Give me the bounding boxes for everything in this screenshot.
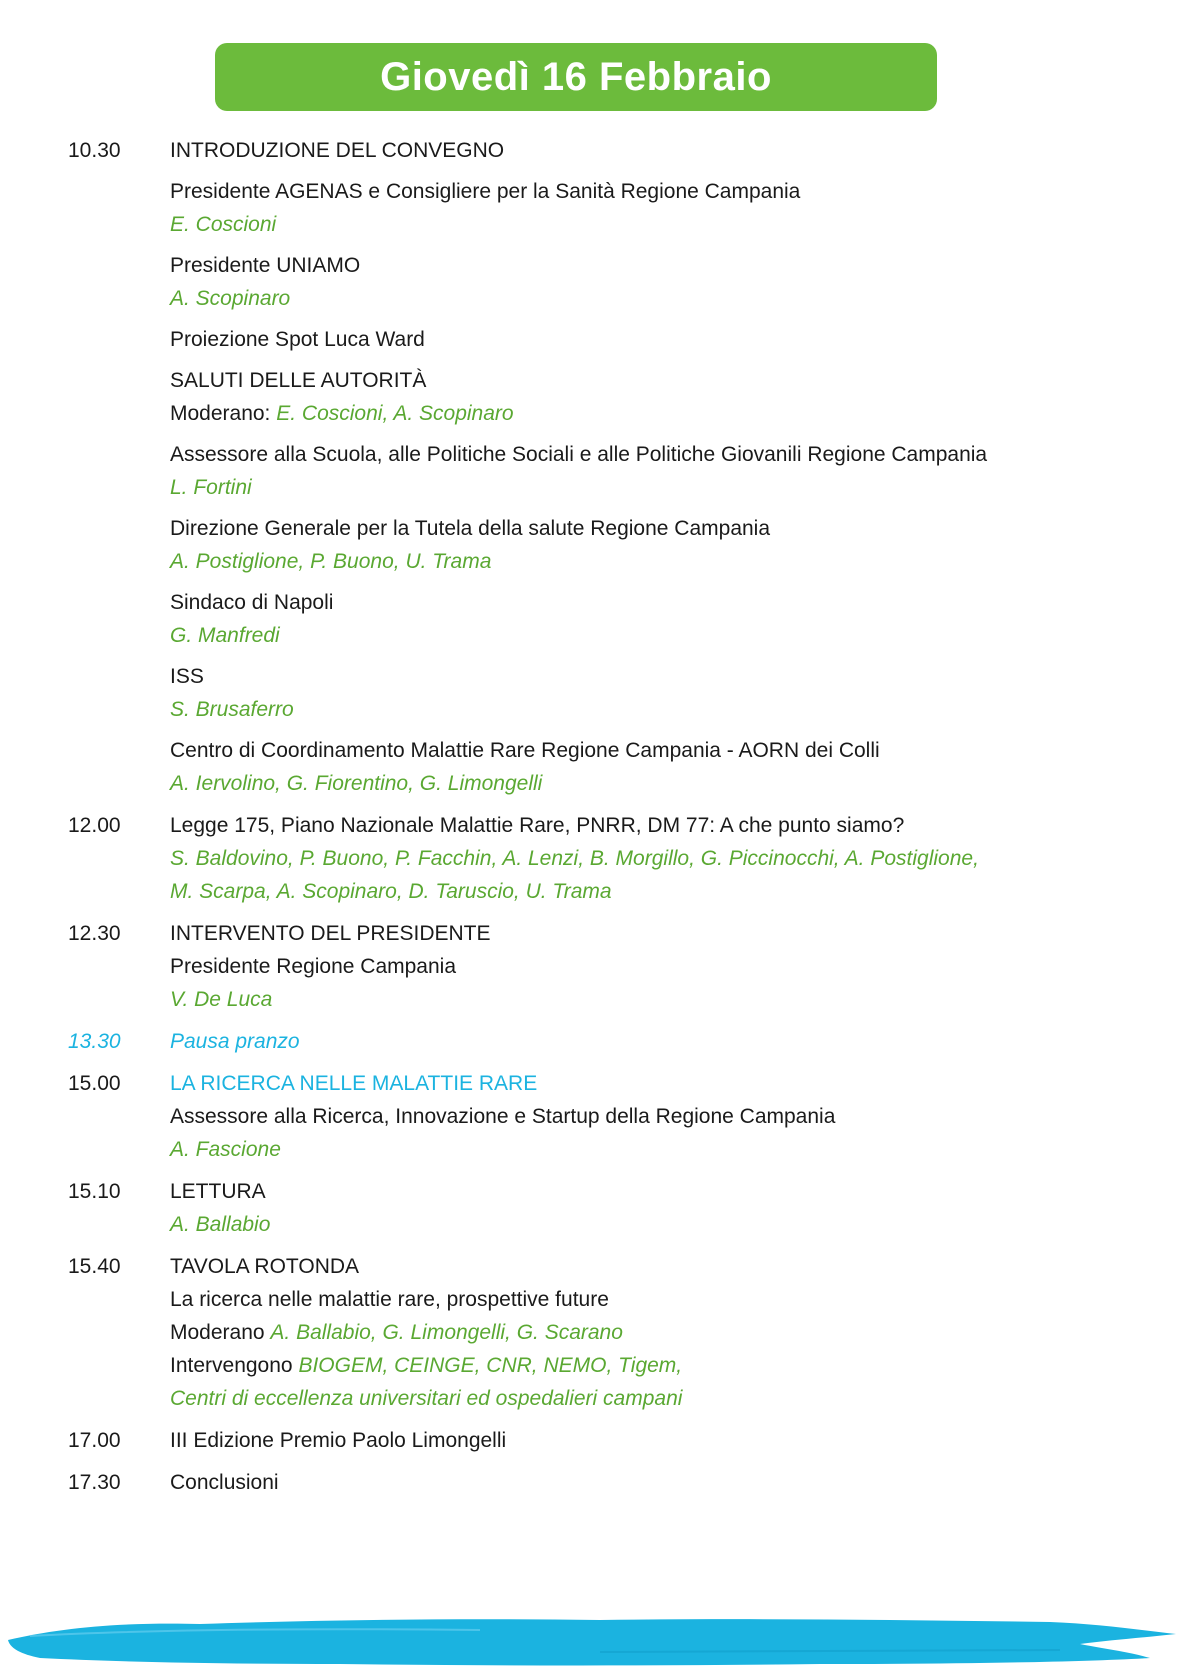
speaker-names: G. Manfredi (170, 624, 280, 647)
entry-content (170, 1067, 1128, 1166)
date-header-banner (215, 43, 937, 111)
moderator-names: E. Coscioni, A. Scopinaro (276, 402, 514, 425)
speaker-names: S. Brusaferro (170, 698, 294, 721)
speaker-names: L. Fortini (170, 476, 252, 499)
session-subtitle: La ricerca nelle malattie rare, prospettive future (170, 1288, 609, 1311)
session-title: INTERVENTO DEL PRESIDENTE (170, 922, 491, 945)
speaker-role: Assessore alla Scuola, alle Politiche Sociali e alle Politiche Giovanili Regione Campania (170, 443, 988, 466)
break-label: Pausa pranzo (170, 1030, 300, 1053)
speaker-role: Presidente Regione Campania (170, 955, 457, 978)
entry-content (170, 809, 1128, 908)
page-title: Giovedì 16 Febbraio (380, 54, 772, 99)
entry-content (170, 134, 1128, 800)
entry-time: 15.40 (68, 1255, 121, 1278)
speaker-role: Centro di Coordinamento Malattie Rare Regione Campania - AORN dei Colli (170, 739, 880, 762)
speaker-role: Presidente AGENAS e Consigliere per la Sanità Regione Campania (170, 180, 801, 203)
session-item: Proiezione Spot Luca Ward (170, 328, 425, 351)
entry-time: 17.30 (68, 1471, 121, 1494)
session-title: INTRODUZIONE DEL CONVEGNO (170, 139, 505, 162)
participants-label: Intervengono (170, 1354, 299, 1377)
speaker-names: A. Iervolino, G. Fiorentino, G. Limongelli (170, 772, 543, 795)
entry-content (170, 1424, 1128, 1457)
entry-content (170, 917, 1128, 1016)
entry-time: 12.30 (68, 922, 121, 945)
schedule-entry (68, 917, 1128, 1016)
speaker-names: A. Scopinaro (170, 287, 291, 310)
session-title: LETTURA (170, 1180, 266, 1203)
entry-content (170, 1025, 1128, 1058)
entry-time: 10.30 (68, 139, 121, 162)
moderators-label: Moderano (170, 1321, 271, 1344)
decorative-brush-stroke (0, 1600, 1182, 1670)
speaker-role: Presidente UNIAMO (170, 254, 361, 277)
entry-content (170, 1175, 1128, 1241)
participants-line (170, 1349, 1128, 1382)
moderator-names: A. Ballabio, G. Limongelli, G. Scarano (270, 1321, 623, 1344)
participant-names: Centri di eccellenza universitari ed ospedalieri campani (170, 1387, 683, 1410)
moderators-line (170, 1316, 1128, 1349)
participant-names: BIOGEM, CEINGE, CNR, NEMO, Tigem, (298, 1354, 683, 1377)
session-title: Legge 175, Piano Nazionale Malattie Rare, PNRR, DM 77: A che punto siamo? (170, 814, 905, 837)
entry-time: 15.10 (68, 1180, 121, 1203)
schedule-entry (68, 809, 1128, 908)
speaker-names: A. Fascione (170, 1138, 281, 1161)
schedule-entry (68, 134, 1128, 800)
moderators-line (170, 397, 1128, 430)
speaker-names: A. Postiglione, P. Buono, U. Trama (170, 550, 492, 573)
schedule-entry (68, 1175, 1128, 1241)
entry-time: 17.00 (68, 1429, 121, 1452)
program-schedule (68, 134, 1128, 1508)
entry-content (170, 1466, 1128, 1499)
speaker-names: A. Ballabio (170, 1213, 271, 1236)
session-title: III Edizione Premio Paolo Limongelli (170, 1429, 507, 1452)
session-title: Conclusioni (170, 1471, 279, 1494)
schedule-entry (68, 1424, 1128, 1457)
section-heading: LA RICERCA NELLE MALATTIE RARE (170, 1072, 538, 1095)
moderators-label: Moderano: (170, 402, 277, 425)
speaker-names: S. Baldovino, P. Buono, P. Facchin, A. Lenzi, B. Morgillo, G. Piccinocchi, A. Postiglione, (170, 847, 979, 870)
session-title: SALUTI DELLE AUTORITÀ (170, 369, 427, 392)
entry-time: 15.00 (68, 1072, 121, 1095)
entry-content (170, 1250, 1128, 1415)
schedule-entry (68, 1025, 1128, 1058)
speaker-names: V. De Luca (170, 988, 273, 1011)
schedule-entry (68, 1466, 1128, 1499)
speaker-names: M. Scarpa, A. Scopinaro, D. Taruscio, U. Trama (170, 880, 612, 903)
speaker-role: Sindaco di Napoli (170, 591, 334, 614)
schedule-entry (68, 1250, 1128, 1415)
speaker-role: ISS (170, 665, 204, 688)
schedule-entry (68, 1067, 1128, 1166)
session-title: TAVOLA ROTONDA (170, 1255, 360, 1278)
speaker-names: E. Coscioni (170, 213, 277, 236)
speaker-role: Direzione Generale per la Tutela della salute Regione Campania (170, 517, 771, 540)
entry-time: 13.30 (68, 1030, 121, 1053)
speaker-role: Assessore alla Ricerca, Innovazione e Startup della Regione Campania (170, 1105, 836, 1128)
entry-time: 12.00 (68, 814, 121, 837)
